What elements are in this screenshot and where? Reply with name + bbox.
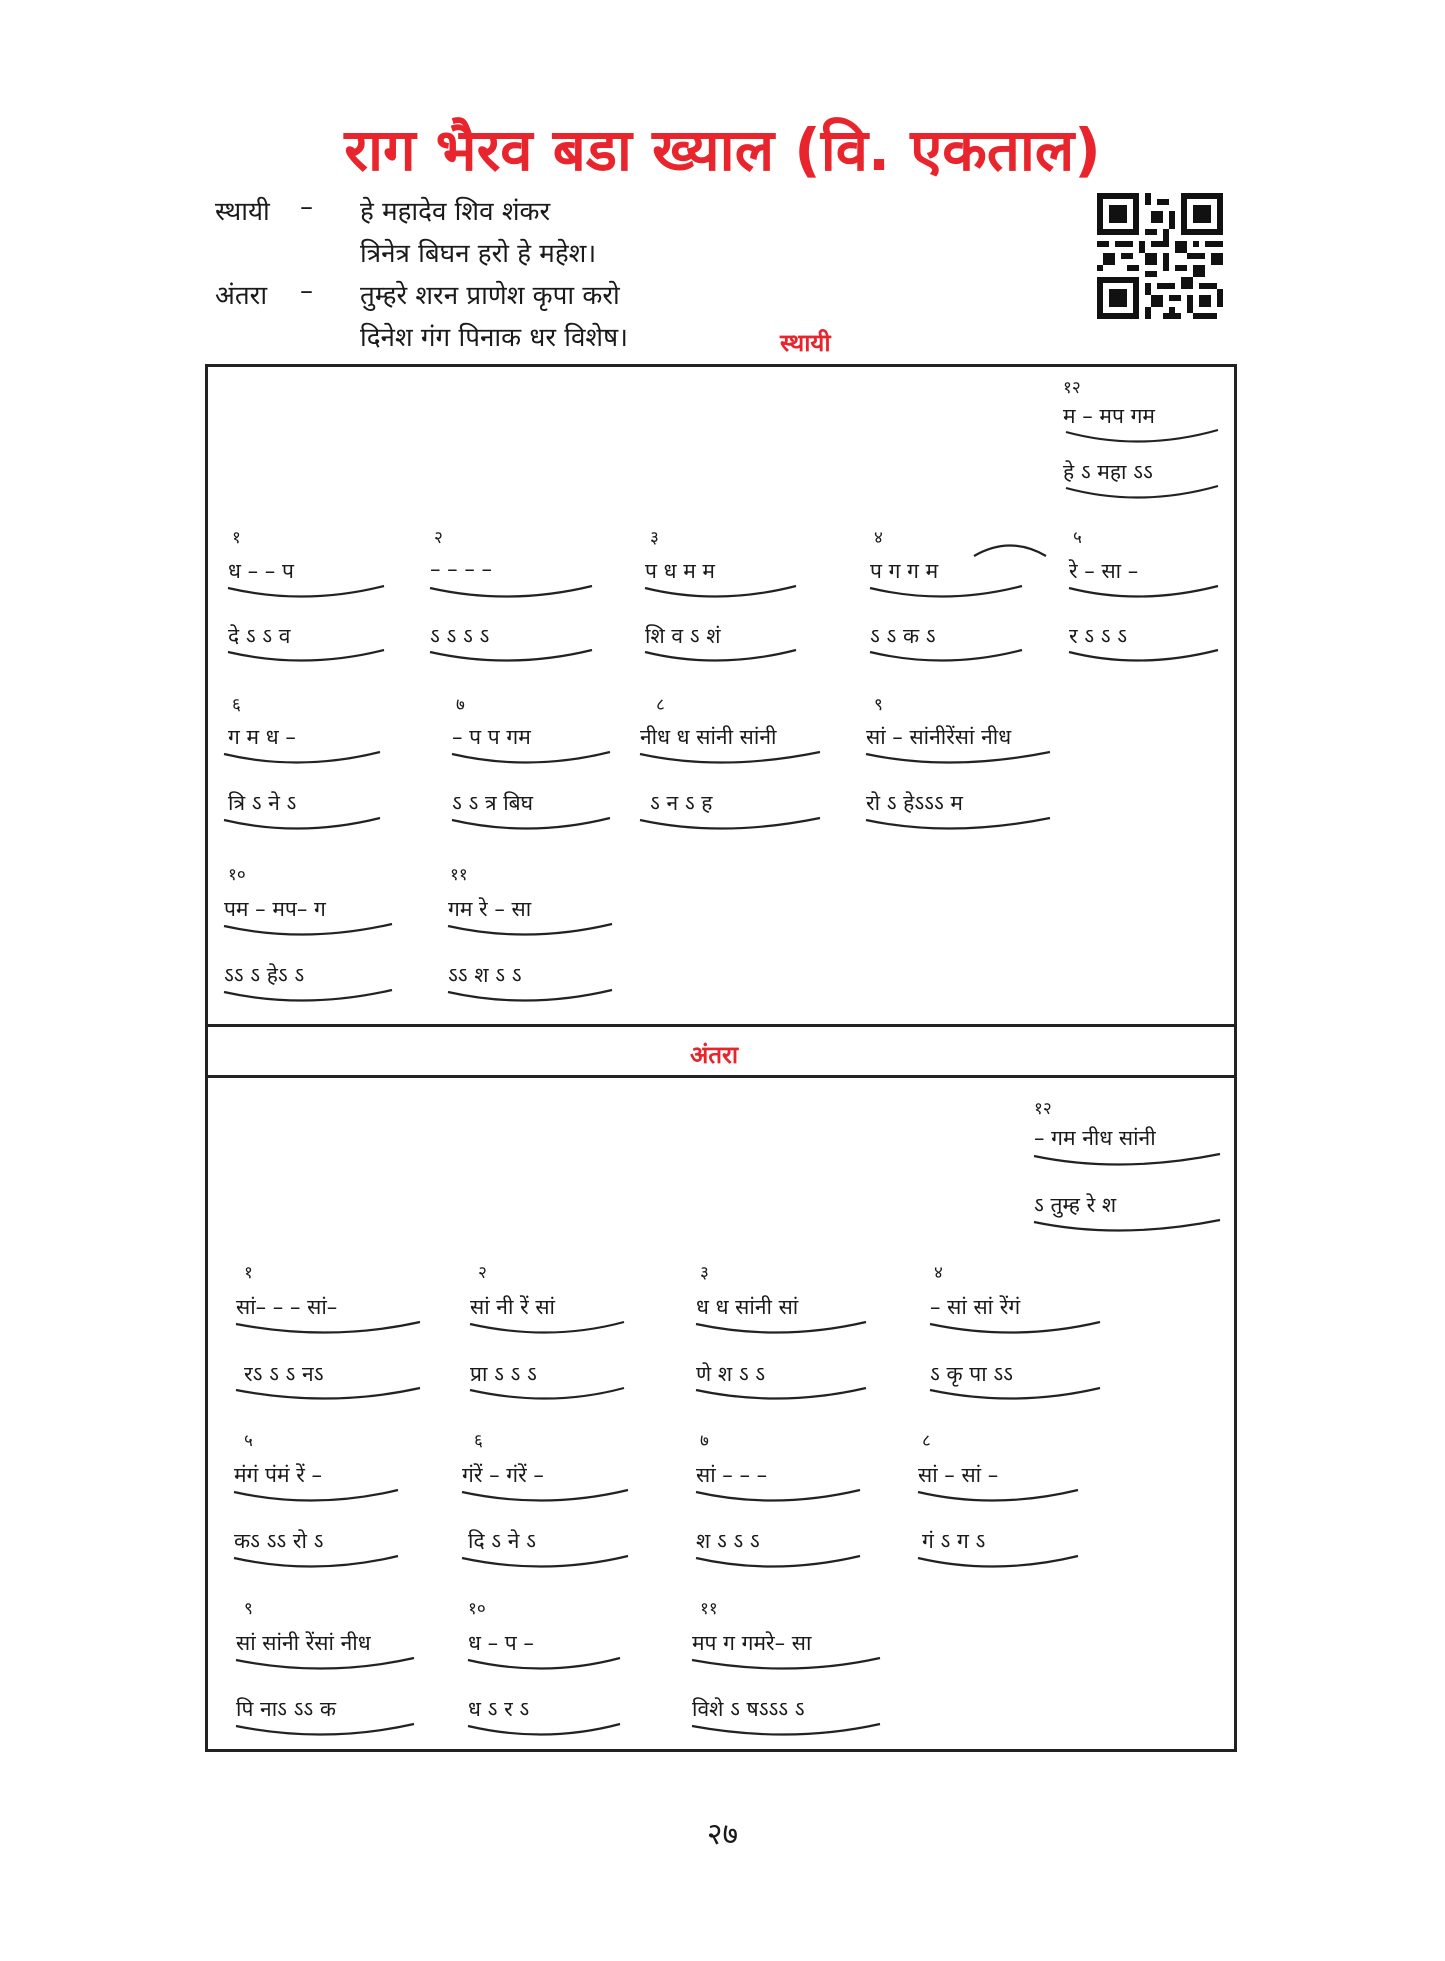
arc [692,1724,880,1735]
arc [696,1322,866,1333]
arc [1069,586,1218,597]
vibhag-number: ६ [474,1431,483,1451]
bol-row: श ऽ ऽ ऽ [696,1529,760,1553]
vibhag-number: ५ [1073,528,1082,548]
sthayi-lyric-line-1: हे महादेव शिव शंकर [360,197,551,227]
arc [930,1388,1100,1399]
vibhag-number: ८ [656,695,665,715]
swar-row: सां सांनी रेंसां नीध [236,1631,371,1655]
arc [640,818,820,829]
vibhag-number: ११ [450,865,468,885]
swar-row: ध – प – [468,1631,534,1655]
arc [224,752,380,763]
swar-row: सां – सांनीरेंसां नीध [866,725,1012,749]
swar-row: रे – सा – [1069,559,1139,583]
swar-row: सां नी रें सां [470,1295,555,1319]
arc [468,1724,620,1735]
bol-row: ऽऽ ऽ हेऽ ऽ [224,963,305,987]
arc [1066,486,1218,498]
vibhag-number: ११ [700,1599,718,1619]
arc [1069,650,1218,661]
arc [452,818,610,829]
bol-row: हे ऽ महा ऽऽ [1063,460,1153,484]
swar-row: सां – – – [696,1463,768,1487]
vibhag-number: ९ [874,695,883,715]
vibhag-number: २ [478,1263,487,1283]
arc [224,990,392,1001]
page-number: २७ [706,1817,739,1852]
arc [224,818,380,829]
bol-row: प्रा ऽ ऽ ऽ [470,1362,537,1386]
swar-row: प ग ग म [870,559,939,583]
bol-row: रो ऽ हेऽऽऽ म [866,791,963,815]
antara-lyric-label: अंतरा [215,281,268,311]
bol-row: ऽ ऽ ऽ ऽ [430,624,490,648]
vibhag-number: ३ [700,1263,709,1283]
arc [645,650,796,661]
arc [974,546,1046,557]
swar-row: पम – मप– ग [224,897,326,921]
swar-row: – गम नीध सांनी [1034,1126,1156,1150]
arc [448,990,612,1001]
vibhag-number: १२ [1063,378,1081,398]
swar-row: नीध ध सांनी सांनी [640,725,777,749]
sthayi-lyric-dash: – [300,192,313,222]
vibhag-number: १ [232,528,241,548]
arc [234,1556,398,1567]
vibhag-number: ८ [922,1431,931,1451]
arc [640,752,820,763]
vibhag-number: १० [468,1599,486,1619]
antara-lyric-dash: – [300,276,313,306]
arc [236,1724,414,1735]
vibhag-number: ९ [244,1599,253,1619]
bol-row: पि नाऽ ऽऽ क [236,1697,337,1721]
arc [236,1388,420,1399]
sthayi-lyric-line-2: त्रिनेत्र बिघन हरो हे महेश। [360,239,597,269]
arc [696,1388,866,1399]
swar-row: – सां सां रेंगं [930,1295,1021,1319]
swar-row: – – – – [430,557,493,581]
bol-row: णे श ऽ ऽ [696,1362,766,1386]
arc [228,650,384,661]
vibhag-number: ७ [456,695,465,715]
sthayi-lyric-label: स्थायी [215,197,270,227]
arc [870,586,1022,597]
arc [692,1658,880,1669]
arc [462,1490,628,1501]
page-title: राग भैरव बडा ख्याल (वि. एकताल) [344,116,1101,184]
vibhag-number: १ [244,1263,253,1283]
swar-row: गम रे – सा [448,897,532,921]
arc [696,1490,860,1501]
vibhag-number: ३ [650,528,659,548]
bol-row: दे ऽ ऽ व [228,624,291,648]
arc [1034,1220,1220,1231]
swar-row: ग म ध – [228,725,296,749]
swar-row: गंरें – गंरें – [462,1463,544,1487]
arc [870,650,1022,661]
vibhag-number: ७ [700,1431,709,1451]
swar-row: मंगं पंमं रें – [234,1463,322,1487]
arc [470,1322,624,1333]
arc [448,924,612,935]
bol-row: ऽऽ श ऽ ऽ [448,963,522,987]
arc [236,1658,414,1669]
arc [228,586,384,597]
vibhag-number: ४ [874,528,883,548]
swar-row: सां– – – सां– [236,1295,338,1319]
vibhag-number: ५ [244,1431,253,1451]
bol-row: रऽ ऽ ऽ नऽ [244,1362,324,1386]
bol-row: विशे ऽ षऽऽऽ ऽ [692,1697,805,1721]
arc [1066,430,1218,442]
arc [470,1388,624,1399]
arc [236,1322,420,1333]
bol-row: कऽ ऽऽ रो ऽ [234,1529,324,1553]
bol-row: शि व ऽ शं [645,624,721,648]
arc [468,1658,620,1669]
arc [866,818,1050,829]
bol-row: र ऽ ऽ ऽ [1069,624,1128,648]
arc [224,924,392,935]
bol-row: ऽ कृ पा ऽऽ [930,1362,1013,1386]
arc [930,1322,1100,1333]
swar-row: मप ग गमरे– सा [692,1631,812,1655]
vibhag-number: ४ [934,1263,943,1283]
swar-row: ध ध सांनी सां [696,1295,799,1319]
antara-lyric-line-1: तुम्हरे शरन प्राणेश कृपा करो [360,281,620,311]
vibhag-number: २ [434,528,443,548]
arc [452,752,610,763]
bol-row: ध ऽ र ऽ [468,1697,530,1721]
vibhag-number: १० [228,865,246,885]
vibhag-number: ६ [232,695,241,715]
bol-row: ऽ न ऽ ह [650,791,713,815]
swar-row: ध – – प [228,559,294,583]
arc [430,650,592,661]
bol-row: ऽ ऽ त्र बिघ [452,791,534,815]
vibhag-number: १२ [1034,1099,1052,1119]
arc [696,1556,860,1567]
bol-row: ऽ ऽ क ऽ [870,624,936,648]
bol-row: ऽ तुम्ह रे श [1034,1193,1117,1217]
arc [234,1490,398,1501]
bol-row: गं ऽ ग ऽ [922,1529,986,1553]
bol-row: त्रि ऽ ने ऽ [228,791,297,815]
sthayi-section-label: स्थायी [780,329,831,357]
arc [462,1556,628,1567]
arc [866,752,1050,763]
swar-row: म – मप गम [1063,404,1155,428]
arc [918,1490,1078,1501]
arc [918,1556,1078,1567]
arc [1034,1154,1220,1165]
swar-row: सां – सां – [918,1463,999,1487]
bol-row: दि ऽ ने ऽ [468,1529,536,1553]
antara-section-label: अंतरा [690,1041,739,1069]
swar-row: प ध म म [645,559,715,583]
arc [430,586,592,597]
swar-row: – प प गम [452,725,531,749]
arc [645,586,796,597]
antara-lyric-line-2: दिनेश गंग पिनाक धर विशेष। [360,323,628,353]
